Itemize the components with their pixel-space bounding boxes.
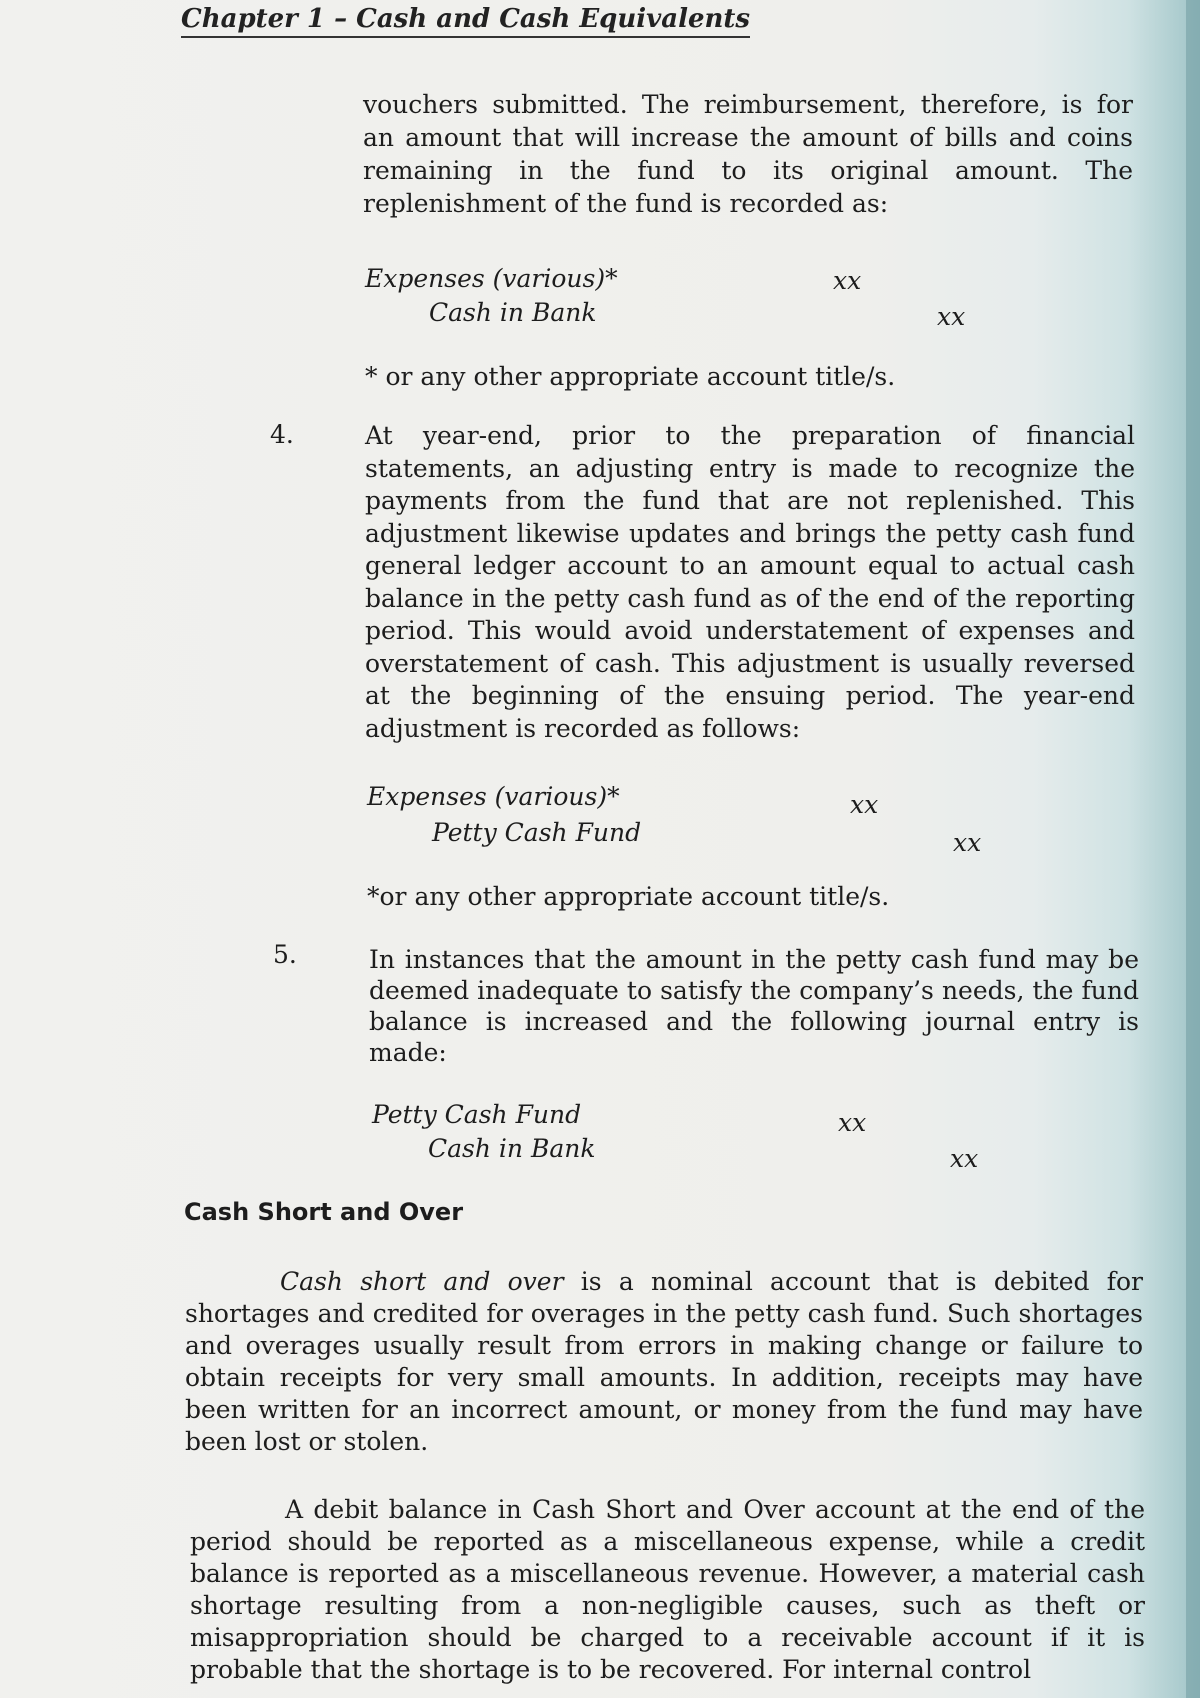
- entry3-debit-account: Petty Cash Fund: [372, 1100, 582, 1129]
- page-edge-shadow: [1186, 0, 1200, 1698]
- item-5-number: 5.: [273, 940, 297, 969]
- item-4-number: 4.: [270, 420, 294, 449]
- entry3-credit-account: Cash in Bank: [428, 1134, 596, 1163]
- item-4-text: At year-end, prior to the preparation of financial statements, an adjusting entry is made to recognize the payments from the fund that are not replenished. This adjustment likewise updates and brings the petty cash fund general ledger account to an amount equal to actual cash balance in the petty cash fund as of the end of the reporting period. This would avoid understatement of expenses and overstatement of cash. This adjustment is usually reversed at the beginning of the ensuing period. The year-end adjustment is recorded as follows:: [365, 421, 1135, 743]
- entry2-credit-amount: xx: [953, 828, 982, 857]
- item-5-text: In instances that the amount in the petty cash fund may be deemed inadequate to satisfy the company’s needs, the fund balance is increased and the following journal entry is made:: [369, 945, 1139, 1067]
- chapter-header: Chapter 1 – Cash and Cash Equivalents: [181, 4, 750, 38]
- section-heading: Cash Short and Over: [184, 1198, 464, 1226]
- entry3-debit-amount: xx: [838, 1108, 867, 1137]
- entry3-credit-amount: xx: [950, 1144, 979, 1173]
- term-cash-short-and-over: Cash short and over: [280, 1267, 564, 1296]
- cash-short-over-paragraph: [185, 1266, 1143, 1458]
- entry2-footnote: *or any other appropriate account title/s.: [367, 882, 890, 911]
- entry1-footnote: * or any other appropriate account title/s.: [365, 362, 896, 391]
- entry2-credit-account: Petty Cash Fund: [432, 818, 642, 847]
- entry1-debit-amount: xx: [833, 266, 862, 295]
- debit-balance-paragraph: A debit balance in Cash Short and Over account at the end of the period should be reported as a miscellaneous expense, while a credit balance is reported as a miscellaneous revenue. However, a material cash shortage resulting from a non-negligible causes, such as theft or misappropriation should be charged to a receivable account if it is probable that the shortage is to be recovered. For internal control: [190, 1495, 1145, 1684]
- entry1-credit-account: Cash in Bank: [429, 298, 597, 327]
- entry2-debit-account: Expenses (various)*: [367, 782, 620, 811]
- entry1-credit-amount: xx: [937, 302, 966, 331]
- cash-short-over-text: is a nominal account that is debited for shortages and credited for overages in the petty cash fund. Such shortages and overages usually result from errors in making change or failure to obtain receipts for very small amounts. In addition, receipts may have been written for an incorrect amount, or money from the fund may have been lost or stolen.: [185, 1267, 1143, 1456]
- entry2-debit-amount: xx: [850, 790, 879, 819]
- entry1-debit-account: Expenses (various)*: [365, 264, 618, 293]
- intro-paragraph: vouchers submitted. The reimbursement, therefore, is for an amount that will increase the amount of bills and coins remaining in the fund to its original amount. The replenishment of the fund is recorded as:: [363, 90, 1133, 218]
